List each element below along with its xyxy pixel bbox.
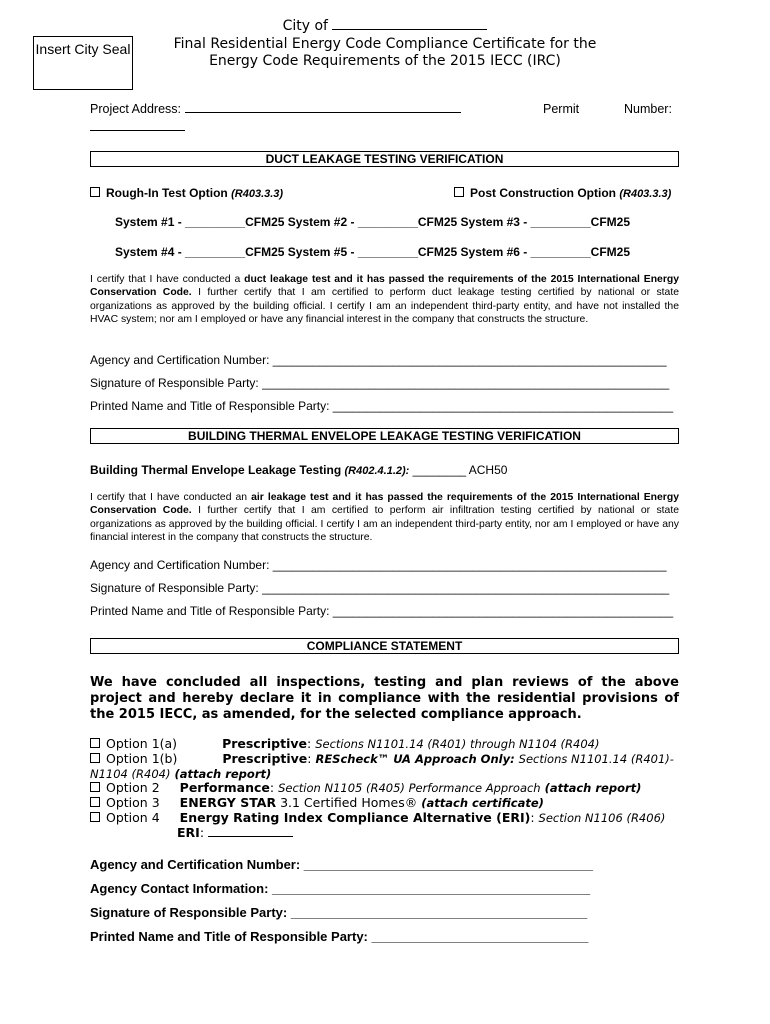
eri-row[interactable]: ERI: bbox=[177, 825, 293, 840]
option-1b-attach: (attach report) bbox=[174, 767, 272, 781]
option-3-attach: (attach certificate) bbox=[421, 796, 544, 810]
option-3-checkbox[interactable] bbox=[90, 797, 100, 807]
option-2-attach: (attach report) bbox=[544, 781, 642, 795]
option-4[interactable]: Option 4 Energy Rating Index Compliance Alternative (ERI): Section N1106 (R406) bbox=[90, 810, 665, 826]
option-1a-label: Option 1(a) bbox=[106, 736, 178, 751]
compliance-printed-name-field[interactable]: Printed Name and Title of Responsible Party: ______________________________ bbox=[90, 929, 589, 944]
option-1a-checkbox[interactable] bbox=[90, 738, 100, 748]
compliance-statement: We have concluded all inspections, testing and plan reviews of the above project and hereby declare it in compliance with the residential provisions of the 2015 IECC, as amended, for the selected compliance approach. bbox=[90, 675, 679, 722]
city-line bbox=[150, 18, 620, 35]
option-1b-rescheck: REScheck™ UA Approach Only: bbox=[315, 752, 515, 766]
envelope-cert-post: I further certify that I am certified to perform air infiltration testing certified by national or state organizations as approved by the building official. I certify I am an independent third-party entity, nor am I employed or have any financial interest in the company that constructs the structure. bbox=[90, 505, 680, 544]
duct-cert-post: I further certify that I am certified to perform duct leakage testing certified by national or state organizations as approved by the building official. I certify I am an independent third-party entity, and have not installed the HVAC system; nor am I employed or have any financial interest in the company that constructs the structure. bbox=[90, 287, 679, 326]
compliance-contact-field[interactable]: Agency Contact Information: ____________________________________________ bbox=[90, 881, 591, 896]
number-label: Number: bbox=[624, 102, 672, 116]
option-1b-checkbox[interactable] bbox=[90, 753, 100, 763]
city-label: City of bbox=[282, 18, 328, 34]
option-4-checkbox[interactable] bbox=[90, 812, 100, 822]
option-4-name: Energy Rating Index Compliance Alternative (ERI) bbox=[179, 810, 531, 825]
duct-heading: DUCT LEAKAGE TESTING VERIFICATION bbox=[90, 151, 679, 167]
eri-blank[interactable] bbox=[208, 836, 293, 837]
envelope-test-label: Building Thermal Envelope Leakage Testing bbox=[90, 463, 342, 477]
envelope-cert-bold: air leakage test and it has passed the requirements of the 2015 International Energy Conservation Code. bbox=[90, 492, 679, 517]
compliance-agency-field[interactable]: Agency and Certification Number: ________________________________________ bbox=[90, 857, 594, 872]
option-4-label: Option 4 bbox=[106, 810, 160, 825]
envelope-agency-field[interactable]: Agency and Certification Number: ___________________________________________________________ bbox=[90, 558, 667, 572]
seal-text: Insert City Seal bbox=[35, 41, 131, 57]
duct-signature-field[interactable]: Signature of Responsible Party: _____________________________________________________________ bbox=[90, 376, 670, 390]
duct-cert-pre: I certify that I have conducted a bbox=[90, 274, 245, 285]
option-1a-name: Prescriptive bbox=[222, 736, 307, 751]
systems-row-2[interactable]: System #4 - _________CFM25 System #5 - _________CFM25 System #6 - _________CFM25 bbox=[115, 245, 630, 259]
permit-number-blank[interactable] bbox=[90, 130, 185, 131]
systems-row-1[interactable]: System #1 - _________CFM25 System #2 - _________CFM25 System #3 - _________CFM25 bbox=[115, 215, 630, 229]
duct-certification bbox=[90, 273, 679, 327]
envelope-printed-name-field[interactable]: Printed Name and Title of Responsible Party: ___________________________________________________ bbox=[90, 604, 674, 618]
option-1b-name: Prescriptive bbox=[222, 751, 308, 766]
post-label: Post Construction Option bbox=[470, 186, 616, 200]
envelope-test-value[interactable]: ________ ACH50 bbox=[412, 463, 508, 477]
option-1a[interactable]: Option 1(a) Prescriptive: Sections N1101.14 (R401) through N1104 (R404) bbox=[90, 736, 599, 752]
project-address-row bbox=[90, 102, 461, 116]
envelope-signature-field[interactable]: Signature of Responsible Party: _____________________________________________________________ bbox=[90, 581, 670, 595]
option-3-label: Option 3 bbox=[106, 795, 160, 810]
envelope-test-row[interactable] bbox=[90, 463, 507, 477]
envelope-test-ref: (R402.4.1.2): bbox=[344, 465, 410, 477]
post-ref: (R403.3.3) bbox=[619, 188, 672, 200]
option-1b-label: Option 1(b) bbox=[106, 751, 178, 766]
option-2-desc: Section N1105 (R405) Performance Approach bbox=[278, 781, 541, 795]
city-seal-box bbox=[33, 36, 133, 90]
project-address-blank[interactable] bbox=[185, 112, 461, 113]
option-3[interactable] bbox=[90, 795, 544, 811]
post-option[interactable] bbox=[454, 186, 671, 200]
eri-label: ERI bbox=[177, 825, 200, 840]
option-1a-desc: Sections N1101.14 (R401) through N1104 (R404) bbox=[315, 737, 600, 751]
city-blank[interactable] bbox=[332, 29, 487, 30]
roughin-ref: (R403.3.3) bbox=[231, 188, 284, 200]
envelope-cert-pre: I certify that I have conducted an bbox=[90, 492, 252, 503]
project-address-label: Project Address: bbox=[90, 102, 182, 116]
option-1b[interactable]: Option 1(b) Prescriptive: REScheck™ UA Approach Only: Sections N1101.14 (R401)- bbox=[90, 751, 674, 767]
option-2-label: Option 2 bbox=[106, 780, 160, 795]
duct-printed-name-field[interactable]: Printed Name and Title of Responsible Party: ___________________________________________________ bbox=[90, 399, 674, 413]
compliance-heading: COMPLIANCE STATEMENT bbox=[90, 638, 679, 654]
permit-label: Permit bbox=[543, 102, 580, 116]
envelope-certification bbox=[90, 491, 679, 545]
duct-agency-field[interactable]: Agency and Certification Number: ___________________________________________________________ bbox=[90, 353, 667, 367]
title-line-2: Energy Code Requirements of the 2015 IECC (IRC) bbox=[209, 53, 561, 69]
compliance-signature-field[interactable]: Signature of Responsible Party: _________________________________________ bbox=[90, 905, 588, 920]
option-3-desc: 3.1 Certified Homes® bbox=[280, 795, 418, 810]
envelope-heading: BUILDING THERMAL ENVELOPE LEAKAGE TESTING VERIFICATION bbox=[90, 428, 679, 444]
roughin-option[interactable] bbox=[90, 186, 283, 200]
title-line-1: Final Residential Energy Code Compliance Certificate for the bbox=[173, 36, 597, 52]
roughin-checkbox[interactable] bbox=[90, 187, 100, 197]
option-1b-desc: Sections N1101.14 (R401)- bbox=[518, 752, 674, 766]
option-4-desc: Section N1106 (R406) bbox=[538, 811, 666, 825]
duct-cert-bold: duct leakage test and it has passed the requirements of the 2015 International Energy Conservation Code. bbox=[90, 274, 679, 299]
option-2[interactable]: Option 2 Performance: Section N1105 (R405) Performance Approach (attach report) bbox=[90, 780, 641, 796]
option-1b-desc-2: N1104 (R404) bbox=[90, 767, 171, 781]
option-3-name: ENERGY STAR bbox=[179, 795, 277, 810]
option-2-checkbox[interactable] bbox=[90, 782, 100, 792]
option-2-name: Performance bbox=[179, 780, 270, 795]
roughin-label: Rough-In Test Option bbox=[106, 186, 228, 200]
post-checkbox[interactable] bbox=[454, 187, 464, 197]
